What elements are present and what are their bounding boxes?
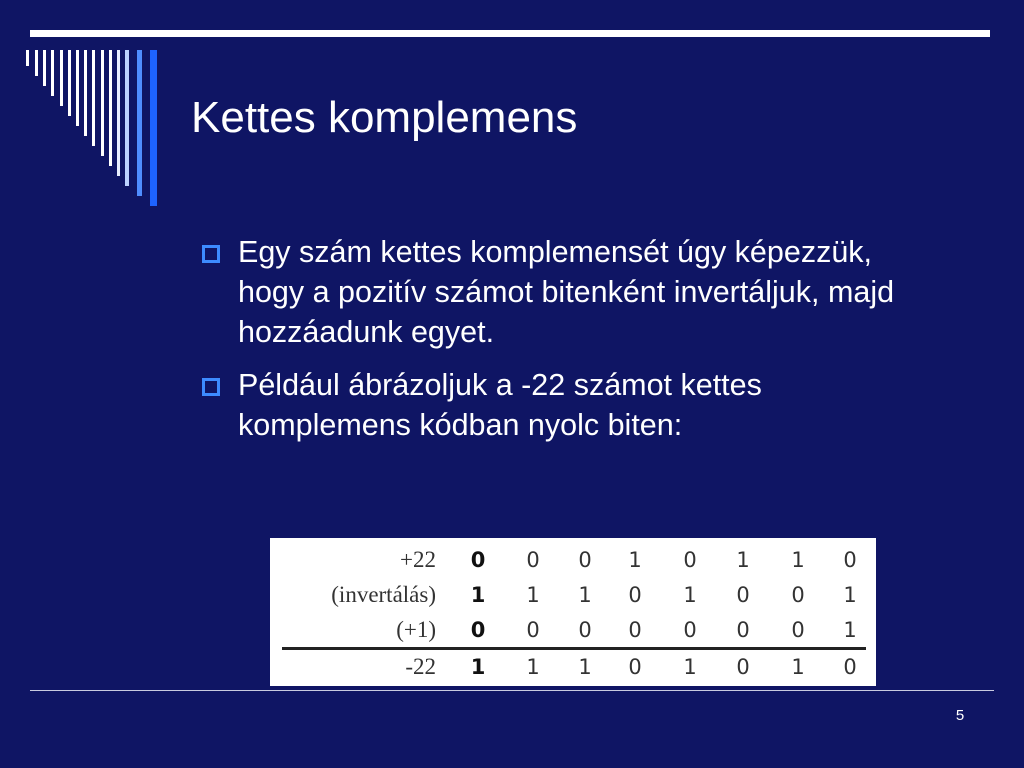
bit-cell: 1: [736, 548, 750, 572]
footer-rule: [30, 690, 994, 691]
bit-cell: 0: [791, 583, 805, 607]
bit-cell: 1: [526, 583, 540, 607]
bit-cell: 0: [628, 618, 642, 642]
bit-cell: 0: [736, 583, 750, 607]
table-row: [270, 580, 876, 610]
vertical-bars-decoration: [0, 0, 180, 220]
bit-cell: 1: [683, 655, 697, 679]
bit-cell: 1: [791, 548, 805, 572]
page-number: 5: [955, 707, 965, 724]
list-item: [200, 365, 940, 445]
list-item: [200, 232, 940, 352]
bit-cell: 0: [526, 618, 540, 642]
bit-cell: 0: [736, 618, 750, 642]
twos-complement-table-image: [270, 538, 876, 686]
hollow-square-icon: [202, 245, 220, 263]
bit-cell: 1: [791, 655, 805, 679]
row-label: (invertálás): [331, 582, 436, 607]
bit-cell: 1: [628, 548, 642, 572]
bit-cell: 1: [578, 655, 592, 679]
row-label: (+1): [396, 617, 436, 642]
table-row: [270, 615, 876, 645]
sum-divider: [282, 647, 866, 650]
bit-cell: 0: [791, 618, 805, 642]
row-label: +22: [400, 547, 436, 572]
bit-cell: 0: [526, 548, 540, 572]
bit-cell: 0: [470, 618, 486, 642]
bit-cell: 0: [578, 548, 592, 572]
hollow-square-icon: [202, 378, 220, 396]
bit-cell: 0: [736, 655, 750, 679]
bullet-text: Egy szám kettes komplemensét úgy képezzük, hogy a pozitív számot bitenként invertáljuk, majd hozzáadunk egyet.: [238, 235, 895, 349]
row-label: -22: [405, 654, 436, 679]
bullet-list: [200, 232, 940, 445]
bit-cell: 1: [843, 618, 857, 642]
bit-cell: 0: [843, 548, 857, 572]
bit-cell: 1: [470, 655, 486, 679]
bit-cell: 0: [628, 583, 642, 607]
table-row: [270, 545, 876, 575]
bit-cell: 0: [578, 618, 592, 642]
bit-cell: 1: [526, 655, 540, 679]
table-row: [270, 652, 876, 682]
bit-cell: 0: [843, 655, 857, 679]
bullet-text: Például ábrázoljuk a -22 számot kettes komplemens kódban nyolc biten:: [238, 368, 762, 442]
bit-cell: 1: [470, 583, 486, 607]
bit-cell: 0: [628, 655, 642, 679]
bit-cell: 1: [843, 583, 857, 607]
bit-cell: 1: [578, 583, 592, 607]
bit-cell: 0: [683, 618, 697, 642]
bit-cell: 0: [683, 548, 697, 572]
bit-cell: 0: [470, 548, 486, 572]
page-title: Kettes komplemens: [191, 93, 578, 142]
bit-cell: 1: [683, 583, 697, 607]
